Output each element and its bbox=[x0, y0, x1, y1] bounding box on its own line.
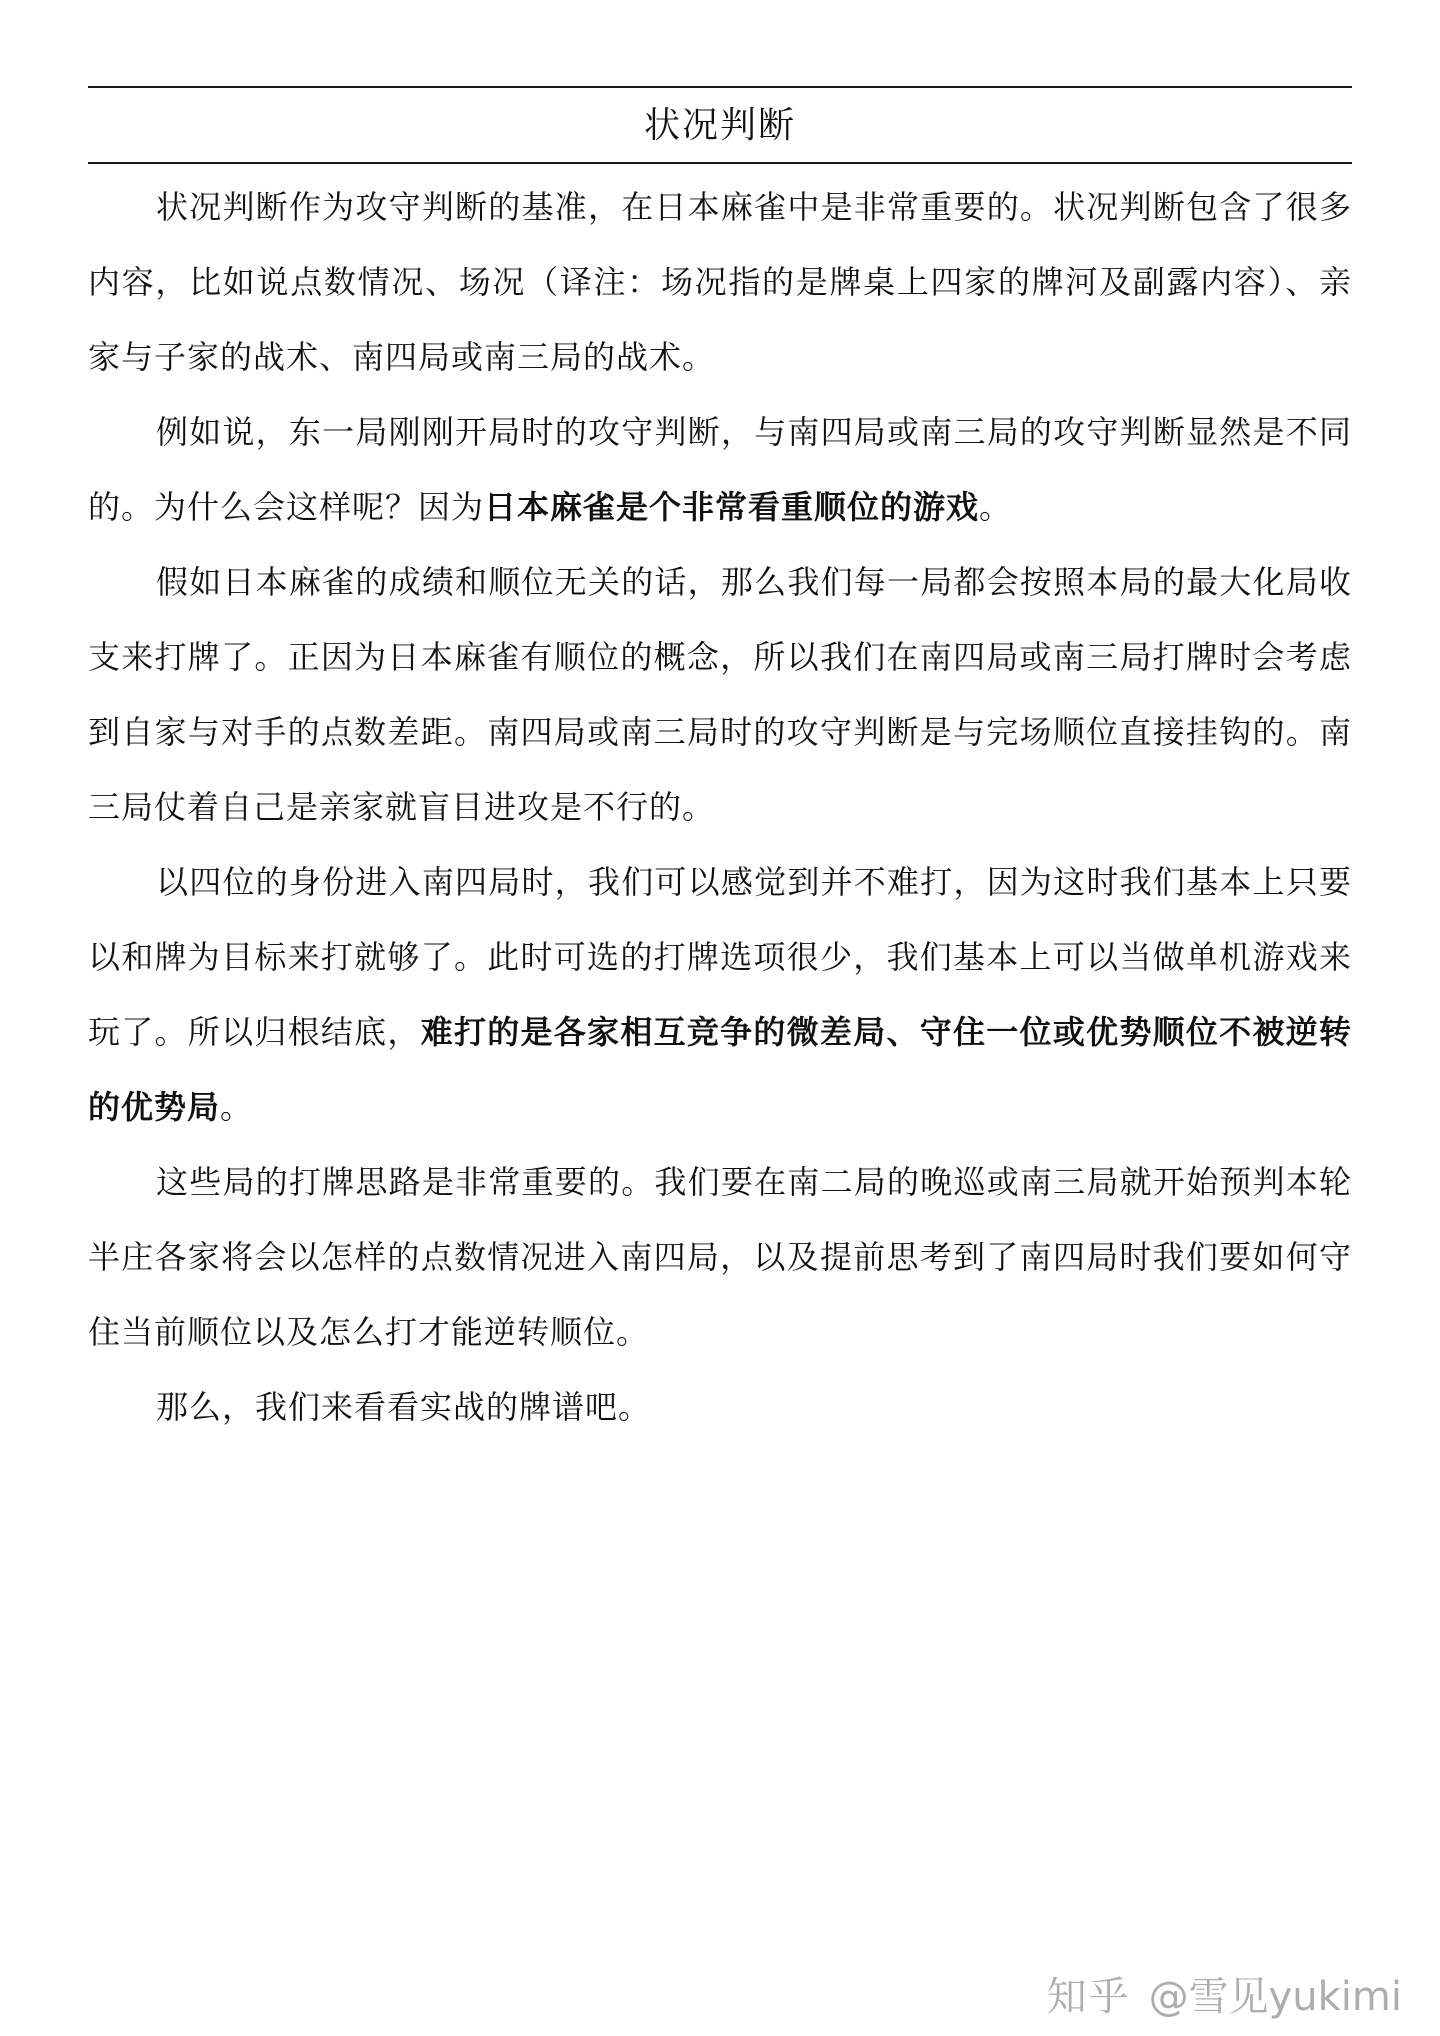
paragraph bbox=[88, 1370, 1352, 1445]
paragraph bbox=[88, 170, 1352, 395]
paragraph bbox=[88, 845, 1352, 1145]
paragraph-text: 这些局的打牌思路是非常重要的。我们要在南二局的晚巡或南三局就开始预判本轮半庄各家将会以怎样的点数情况进入南四局，以及提前思考到了南四局时我们要如何守住当前顺位以及怎么打才能逆转顺位。 bbox=[88, 1163, 1352, 1351]
document-body bbox=[88, 170, 1352, 1445]
emphasis-text: 难打的是各家相互竞争的微差局、守住一位或优势顺位不被逆转的优势局 bbox=[88, 1013, 1352, 1126]
watermark-brand: 知乎 bbox=[1046, 1973, 1131, 2020]
emphasis-text: 日本麻雀是个非常看重顺位的游戏 bbox=[484, 488, 980, 526]
watermark-user: @雪见yukimi bbox=[1148, 1973, 1402, 2020]
page-title: 状况判断 bbox=[643, 105, 796, 146]
paragraph-text: 。 bbox=[220, 1088, 254, 1126]
watermark bbox=[1047, 1958, 1402, 2028]
title-rule bbox=[88, 162, 1352, 164]
top-rule bbox=[88, 86, 1352, 88]
paragraph-text: 。 bbox=[979, 488, 1013, 526]
paragraph bbox=[88, 395, 1352, 545]
paragraph-text: 状况判断作为攻守判断的基准，在日本麻雀中是非常重要的。状况判断包含了很多内容，比如说点数情况、场况（译注：场况指的是牌桌上四家的牌河及副露内容）、亲家与子家的战术、南四局或南三局的战术。 bbox=[88, 188, 1352, 376]
paragraph bbox=[88, 545, 1352, 845]
paragraph-text: 以四位的身份进入南四局时，我们可以感觉到并不难打，因为这时我们基本上只要以和牌为目标来打就够了。此时可选的打牌选项很少，我们基本上可以当做单机游戏来玩了。所以归根结底， bbox=[88, 863, 1352, 1051]
paragraph bbox=[88, 1145, 1352, 1370]
paragraph-text: 假如日本麻雀的成绩和顺位无关的话，那么我们每一局都会按照本局的最大化局收支来打牌了。正因为日本麻雀有顺位的概念，所以我们在南四局或南三局打牌时会考虑到自家与对手的点数差距。南四局或南三局时的攻守判断是与完场顺位直接挂钩的。南三局仗着自己是亲家就盲目进攻是不行的。 bbox=[88, 563, 1352, 826]
paragraph-text: 例如说，东一局刚刚开局时的攻守判断，与南四局或南三局的攻守判断显然是不同的。为什么会这样呢？因为 bbox=[88, 413, 1352, 526]
paragraph-text: 那么，我们来看看实战的牌谱吧。 bbox=[156, 1388, 652, 1426]
